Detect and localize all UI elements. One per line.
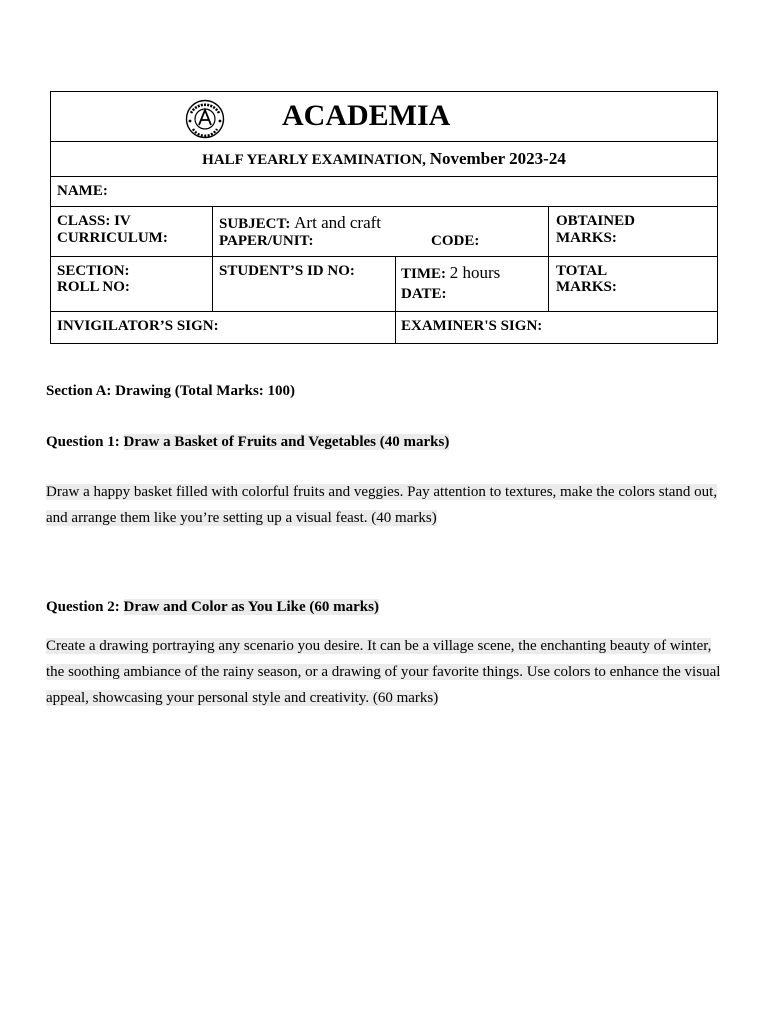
section-label: SECTION: <box>57 263 130 279</box>
question-2-heading: Question 2: Draw and Color as You Like (60 marks) <box>46 599 379 615</box>
row-divider <box>51 256 717 257</box>
column-divider <box>548 206 549 311</box>
row-divider <box>51 311 717 312</box>
exam-header-table <box>50 91 718 344</box>
subject-label: SUBJECT: Art and craft <box>219 213 381 232</box>
name-label: NAME: <box>57 183 108 199</box>
school-title: ACADEMIA <box>282 99 451 132</box>
paper-unit-label: PAPER/UNIT: <box>219 233 314 249</box>
column-divider <box>212 206 213 311</box>
question-1-title: Draw a Basket of Fruits and Vegetables (40 marks) <box>123 434 450 450</box>
question-1-heading: Question 1: Draw a Basket of Fruits and Vegetables (40 marks) <box>46 434 450 450</box>
obtained-label: OBTAINED <box>556 213 635 229</box>
row-divider <box>51 206 717 207</box>
time-label: TIME: 2 hours <box>401 263 501 282</box>
date-label: DATE: <box>401 286 447 302</box>
class-label: CLASS: IV <box>57 213 131 229</box>
exam-title: HALF YEARLY EXAMINATION, November 2023-24 <box>202 149 566 168</box>
row-divider <box>51 141 717 142</box>
academia-logo-icon <box>185 99 225 139</box>
column-divider <box>395 256 396 344</box>
question-2-body: Create a drawing portraying any scenario you desire. It can be a village scene, the enchanting beauty of winter, the soothing ambiance of the rainy season, or a drawing of your favorite things. Use colors to enhance the visual appeal, showcasing your personal style and creativity. (60 marks) <box>46 638 721 706</box>
question-1-body: Draw a happy basket filled with colorful fruits and veggies. Pay attention to textures, make the colors stand out, and arrange them like you’re setting up a visual feast. (40 marks) <box>46 484 718 526</box>
obtained-marks-label: MARKS: <box>556 230 617 246</box>
total-label: TOTAL <box>556 263 608 279</box>
row-divider <box>51 176 717 177</box>
code-label: CODE: <box>431 233 480 249</box>
section-a-heading: Section A: Drawing (Total Marks: 100) <box>46 383 296 399</box>
curriculum-label: CURRICULUM: <box>57 230 168 246</box>
total-marks-label: MARKS: <box>556 279 617 295</box>
question-2-title: Draw and Color as You Like (60 marks) <box>123 599 379 615</box>
examiner-sign-label: EXAMINER'S SIGN: <box>401 318 543 334</box>
roll-no-label: ROLL NO: <box>57 279 130 295</box>
invigilator-sign-label: INVIGILATOR’S SIGN: <box>57 318 219 334</box>
student-id-label: STUDENT’S ID NO: <box>219 263 355 279</box>
